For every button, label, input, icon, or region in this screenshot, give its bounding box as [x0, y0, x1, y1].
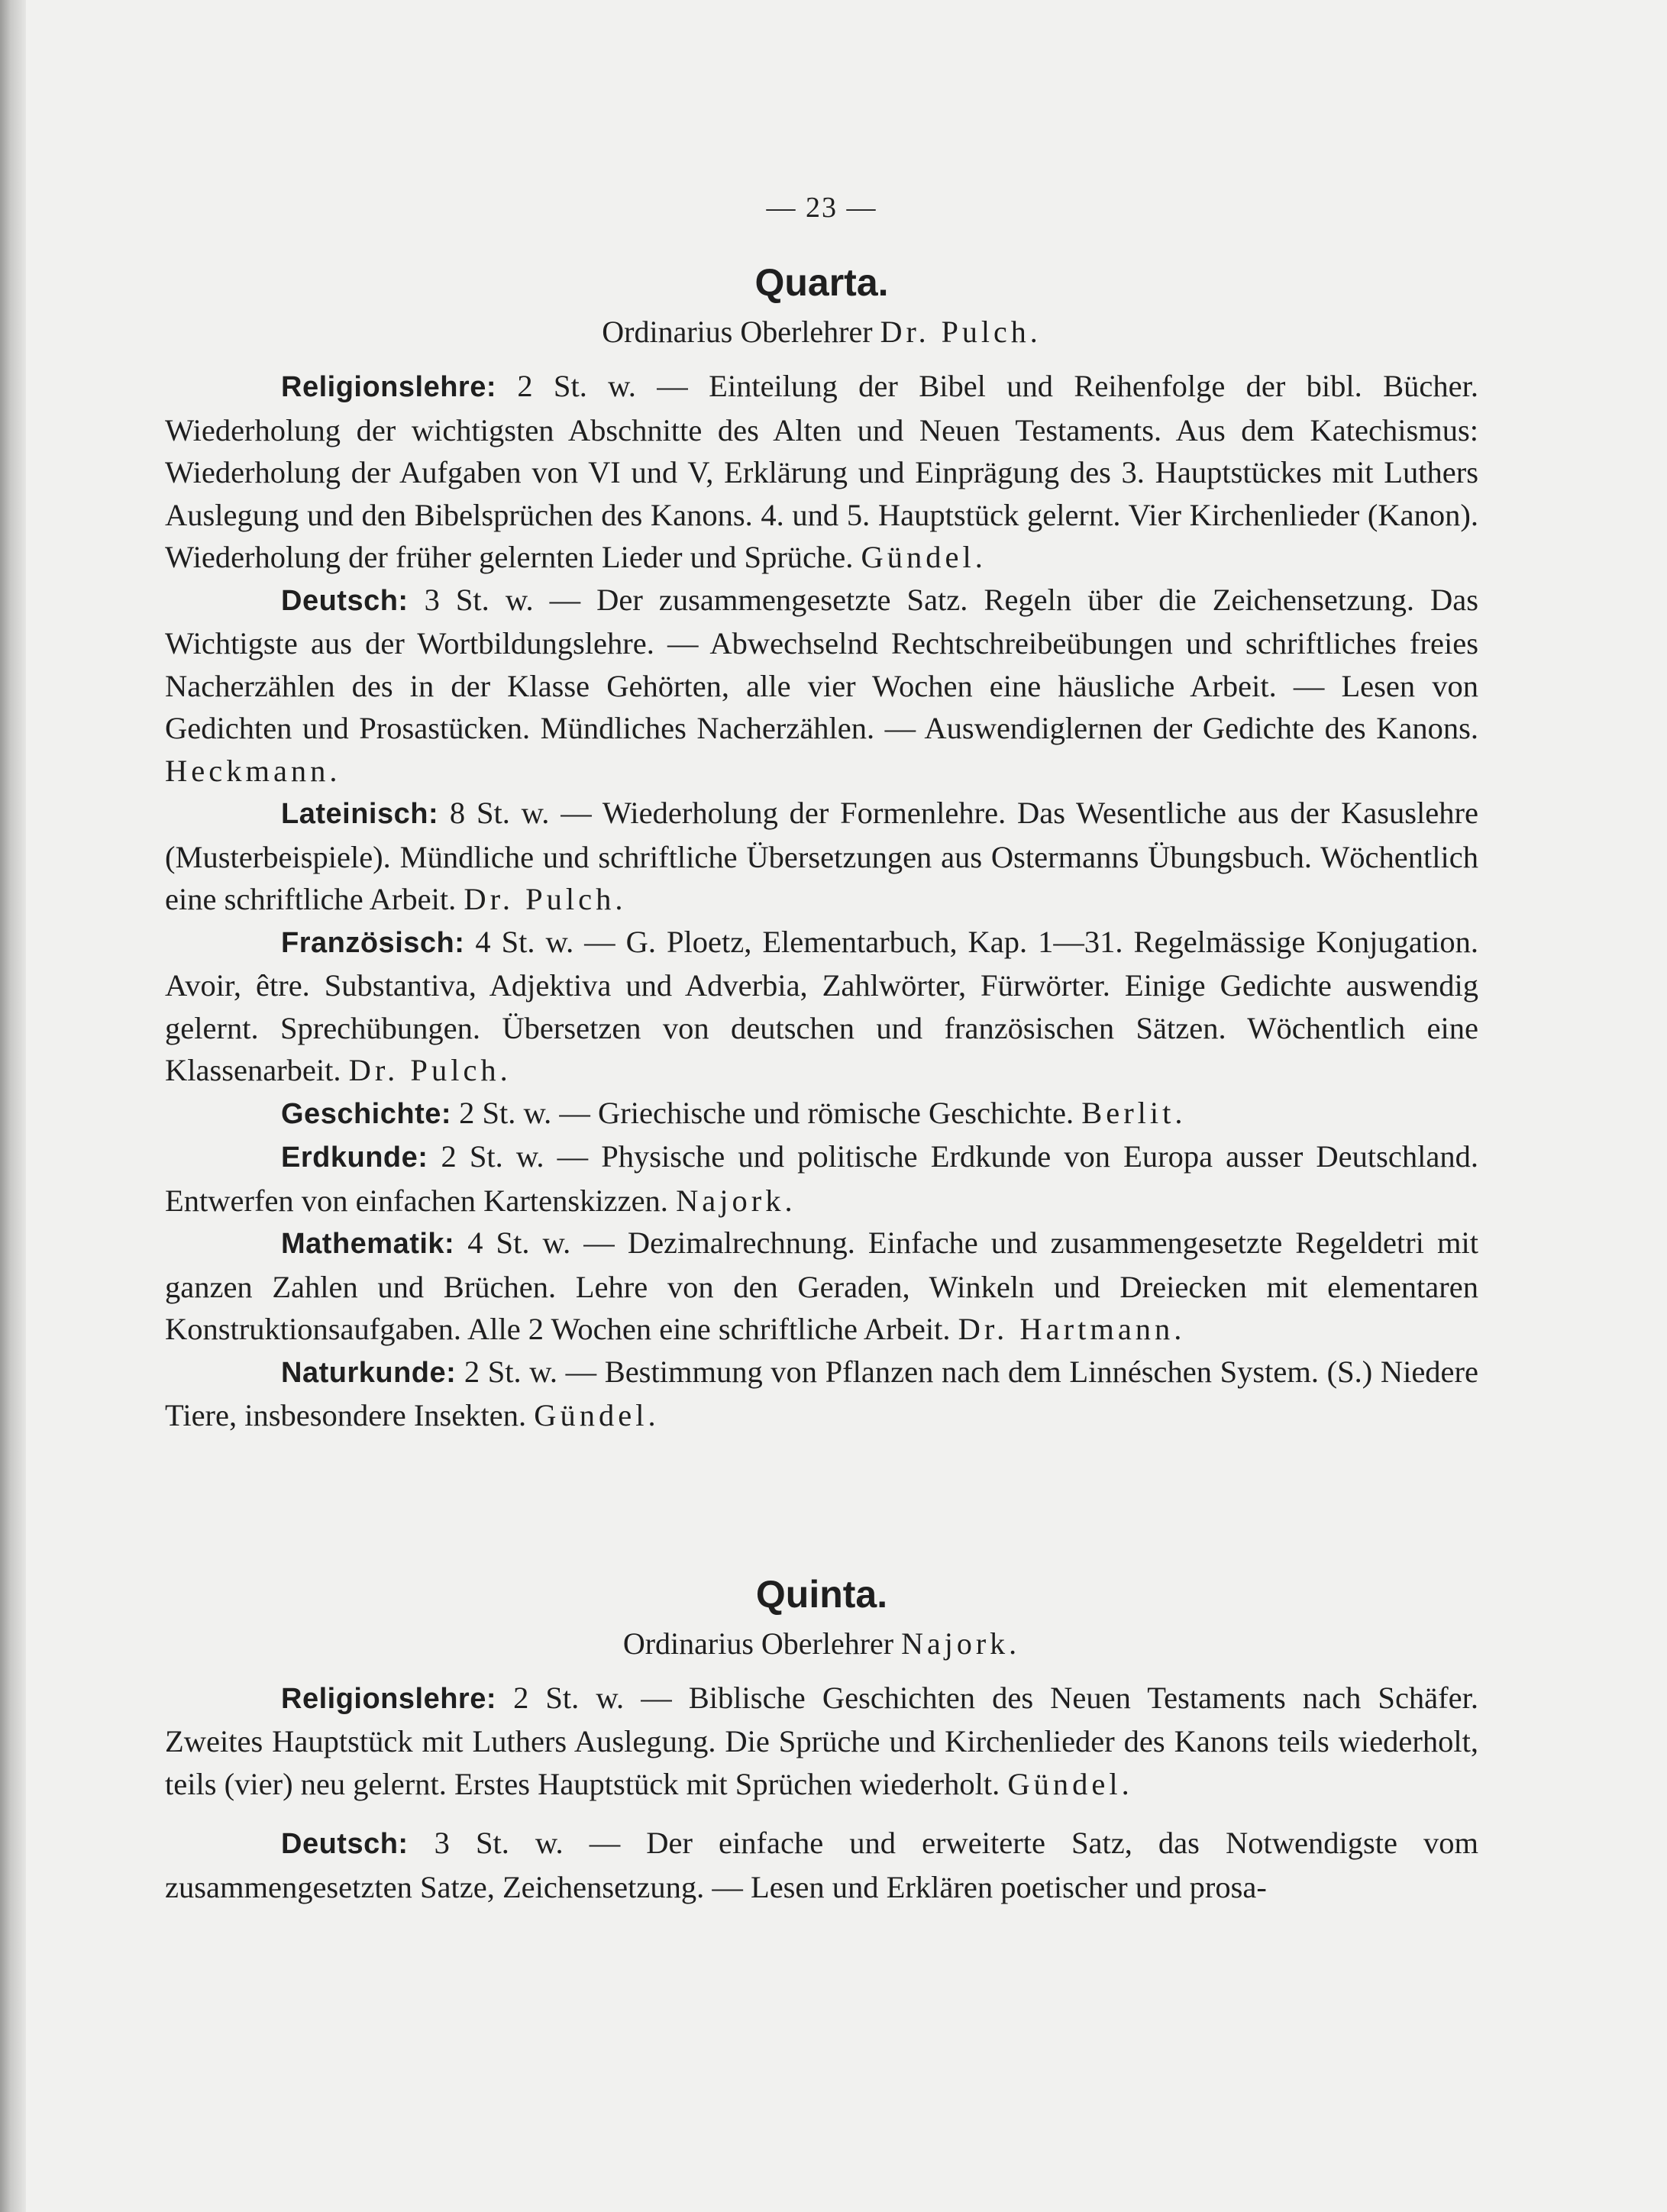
subject-heading: Erdkunde:: [281, 1142, 428, 1174]
teacher-name: Heckmann.: [165, 753, 341, 788]
ordinarius-label: Ordinarius Oberlehrer: [602, 315, 873, 349]
subject-heading: Mathematik:: [281, 1228, 455, 1260]
section-title-quinta: Quinta.: [755, 1572, 888, 1616]
section-title-quarta: Quarta.: [754, 261, 889, 304]
ordinarius-line-quarta: [165, 312, 1478, 353]
subject-entry-erdkunde: [165, 1135, 1478, 1222]
subject-text: 2 St. w. — Einteilung der Bibel und Reihenfolge der bibl. Bücher. Wiederholung der wichtigsten Abschnitte des Alten und Neuen Testaments. Aus dem Katechismus: Wiederholung der Aufgaben von VI und V, Erklärung und Einprägung des 3. Hauptstückes mit Luthers Auslegung und den Bibelsprüchen des Kanons. 4. und 5. Hauptstück gelernt. Vier Kirchenlieder (Kanon). Wiederholung der früher gelernten Lieder und Sprüche.: [165, 369, 1478, 574]
teacher-name: Berlit.: [1081, 1095, 1187, 1130]
subject-heading: Deutsch:: [281, 584, 409, 617]
subject-heading: Geschichte:: [281, 1097, 452, 1130]
teacher-name: Dr. Pulch.: [348, 1053, 512, 1087]
subject-text: 4 St. w. — Dezimalrechnung. Einfache und zusammengesetzte Regeldetri mit ganzen Zahlen und Brüchen. Lehre von den Geraden, Winkeln und Dreiecken mit elementaren Konstruktionsaufgaben. Alle 2 Wochen eine schriftliche Arbeit.: [165, 1225, 1478, 1346]
page-number: — 23 —: [766, 192, 877, 224]
subject-heading: Französisch:: [281, 926, 465, 959]
subject-heading: Religionslehre:: [281, 371, 496, 403]
subject-text: 2 St. w. — Physische und politische Erdkunde von Europa ausser Deutschland. Entwerfen von einfachen Kartenskizzen.: [165, 1139, 1478, 1218]
page-edge-shadow: [0, 0, 26, 2212]
subject-text: 4 St. w. — G. Ploetz, Elementarbuch, Kap. 1—31. Regelmässige Konjugation. Avoir, être. Substantiva, Adjektiva und Adverbia, Zahlwörter, Fürwörter. Einige Gedichte auswendig gelernt. Sprechübungen. Übersetzen von deutschen und französischen Sätzen. Wöchentlich eine Klassenarbeit.: [165, 924, 1478, 1087]
subject-heading: Religionslehre:: [281, 1682, 496, 1715]
subject-entry-deutsch: [165, 1822, 1478, 1908]
ordinarius-line-quinta: [165, 1623, 1478, 1665]
document-page: [165, 191, 1478, 1908]
ordinarius-label: Ordinarius Oberlehrer: [622, 1626, 894, 1661]
subject-entry-religionslehre: [165, 1677, 1478, 1806]
subject-entry-deutsch: [165, 579, 1478, 793]
subject-text: 2 St. w. — Bestimmung von Pflanzen nach dem Linnéschen System. (S.) Niedere Tiere, insbesondere Insekten.: [165, 1354, 1478, 1432]
section-spacer: [165, 1437, 1478, 1571]
subject-entry-franzoesisch: [165, 921, 1478, 1092]
teacher-name: Dr. Pulch.: [464, 882, 627, 916]
subject-entry-naturkunde: [165, 1351, 1478, 1437]
ordinarius-name: Dr. Pulch.: [880, 315, 1042, 349]
subject-text: 2 St. w. — Griechische und römische Geschichte.: [451, 1095, 1082, 1130]
subject-text: 3 St. w. — Der zusammengesetzte Satz. Regeln über die Zeichensetzung. Das Wichtigste aus der Wortbildungslehre. — Abwechselnd Rechtschreibeübungen und schriftliches freies Nacherzählen des in der Klasse Gehörten, alle vier Wochen eine häusliche Arbeit. — Lesen von Gedichten und Prosastücken. Mündliches Nacherzählen. — Auswendiglernen der Gedichte des Kanons.: [165, 582, 1478, 745]
subject-entry-lateinisch: [165, 792, 1478, 921]
subject-entry-religionslehre: [165, 365, 1478, 579]
subject-heading: Lateinisch:: [281, 798, 439, 830]
subject-text: 3 St. w. — Der einfache und erweiterte Satz, das Notwendigste vom zusammengesetzten Satze, Zeichensetzung. — Lesen und Erklären poetischer und prosa-: [165, 1826, 1478, 1904]
subject-entry-geschichte: [165, 1092, 1478, 1136]
subject-text: 2 St. w. — Biblische Geschichten des Neuen Testaments nach Schäfer. Zweites Hauptstück mit Luthers Auslegung. Die Sprüche und Kirchenlieder des Kanons teils wiederholt, teils (vier) neu gelernt. Erstes Hauptstück mit Sprüchen wiederholt.: [165, 1680, 1478, 1801]
subject-entry-mathematik: [165, 1222, 1478, 1351]
teacher-name: Najork.: [676, 1183, 796, 1218]
teacher-name: Gündel.: [861, 540, 987, 574]
teacher-name: Dr. Hartmann.: [958, 1312, 1186, 1346]
teacher-name: Gündel.: [534, 1398, 660, 1432]
section-quarta: [165, 260, 1478, 1437]
teacher-name: Gündel.: [1007, 1766, 1133, 1801]
subject-heading: Deutsch:: [281, 1828, 409, 1860]
ordinarius-name: Najork.: [901, 1626, 1021, 1661]
paragraph-spacer: [165, 1805, 1478, 1822]
section-quinta: [165, 1571, 1478, 1909]
subject-heading: Naturkunde:: [281, 1356, 457, 1389]
subject-text: 8 St. w. — Wiederholung der Formenlehre. Das Wesentliche aus der Kasuslehre (Musterbeispiele). Mündliche und schriftliche Übersetzungen aus Ostermanns Übungsbuch. Wöchentlich eine schriftliche Arbeit.: [165, 796, 1478, 916]
